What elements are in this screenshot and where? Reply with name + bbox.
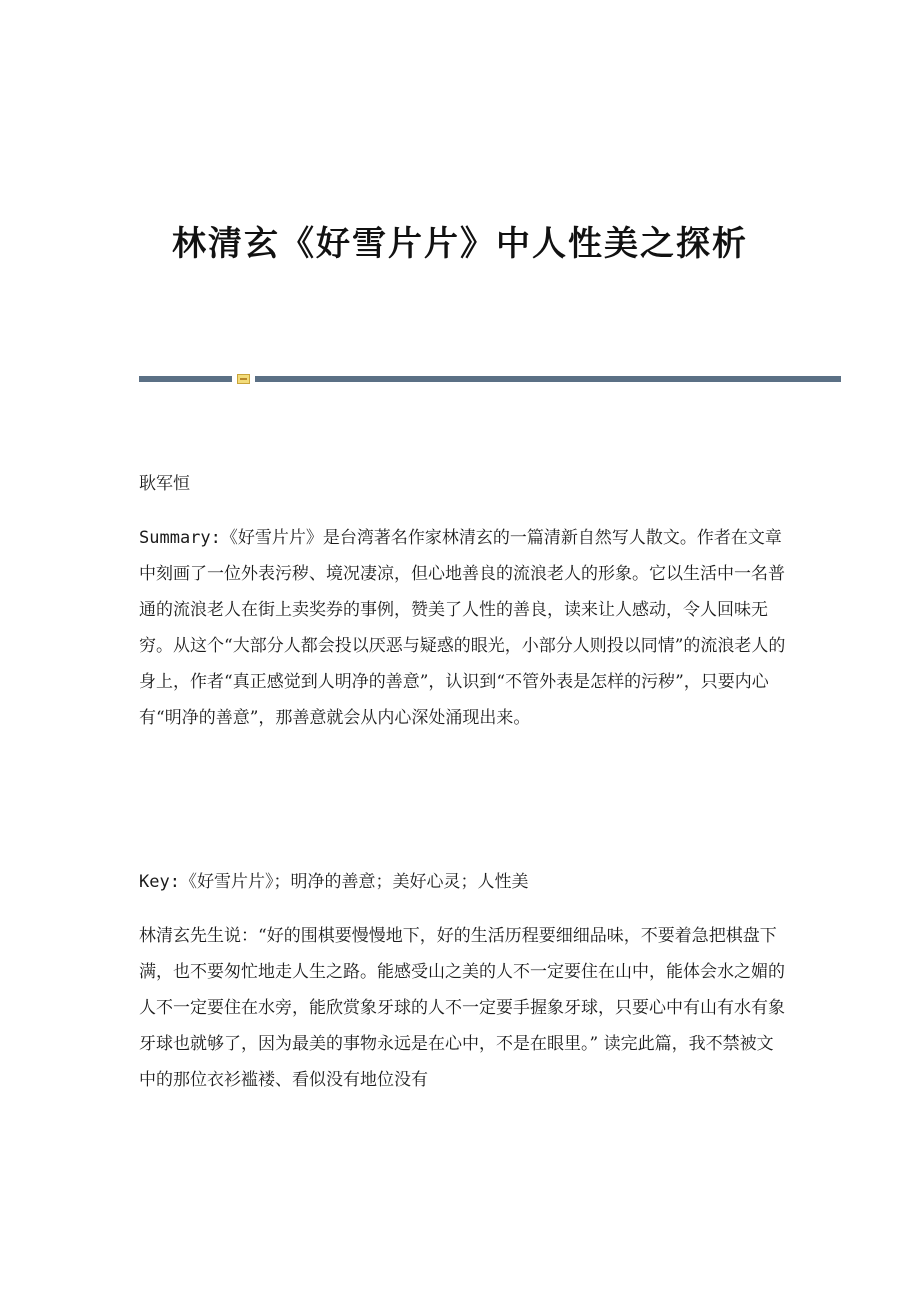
body-paragraph: 林清玄先生说：“好的围棋要慢慢地下，好的生活历程要细细品味，不要着急把棋盘下满，也不要匆忙地走人生之路。能感受山之美的人不一定要住在山中，能体会水之媚的人不一定要住在水旁，能欣赏象牙球的人不一定要手握象牙球，只要心中有山有水有象牙球也就够了，因为最美的事物永远是在心中，不是在眼里。” 读完此篇，我不禁被文中的那位衣衫褴褛、看似没有地位没有 [139, 926, 785, 1090]
summary-text: 《好雪片片》是台湾著名作家林清玄的一篇清新自然写人散文。作者在文章中刻画了一位外表污秽、境况凄凉，但心地善良的流浪老人的形象。它以生活中一名普通的流浪老人在街上卖奖券的事例，赞美了人性的善良，读来让人感动，令人回味无穷。从这个“大部分人都会投以厌恶与疑惑的眼光，小部分人则投以同情”的流浪老人的身上，作者“真正感觉到人明净的善意”，认识到“不管外表是怎样的污秽”，只要内心有“明净的善意”，那善意就会从内心深处涌现出来。 [139, 528, 786, 728]
summary-label: Summary: [139, 528, 221, 548]
document-title: 林清玄《好雪片片》中人性美之探析 [172, 224, 748, 264]
author-name: 耿军恒 [139, 474, 190, 494]
keywords-text: 《好雪片片》；明净的善意；美好心灵；人性美 [179, 872, 529, 892]
title-divider [139, 374, 841, 384]
keywords-paragraph [139, 864, 789, 900]
divider-bar-right [255, 376, 841, 382]
divider-bar-left [139, 376, 232, 382]
keywords-label: Key: [139, 872, 180, 892]
summary-paragraph [139, 520, 789, 736]
divider-ornament-icon [237, 374, 250, 384]
